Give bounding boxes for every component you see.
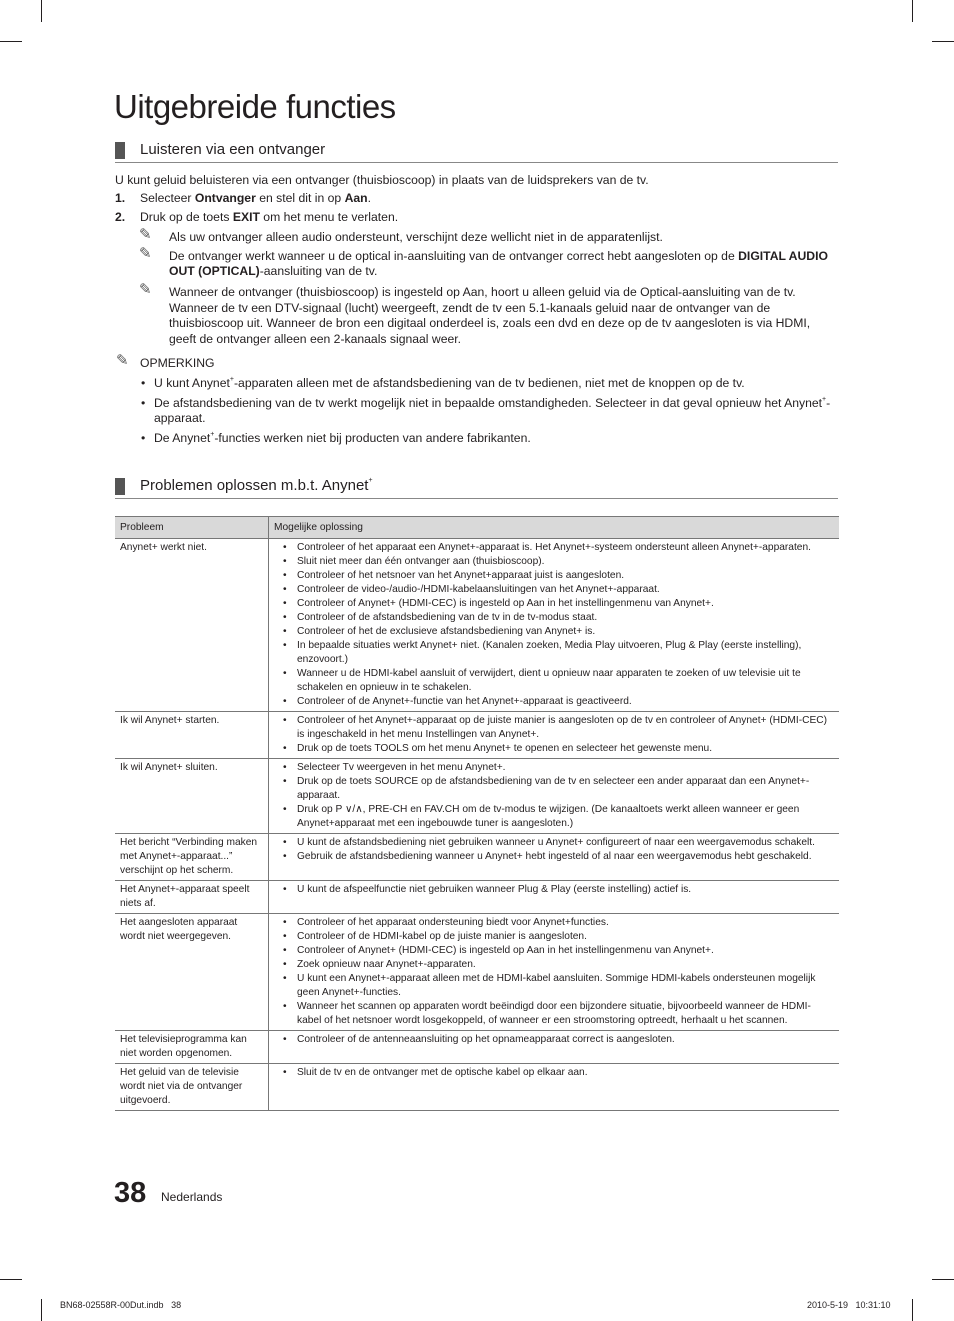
step-2	[115, 210, 839, 225]
step-text: Druk op de toets	[140, 209, 233, 224]
step-1	[115, 191, 839, 206]
bullet-icon: •	[283, 584, 287, 595]
bullet-text: U kunt Anynet	[154, 376, 230, 391]
note-text: -aansluiting van de tv.	[259, 264, 378, 279]
footer-timestamp: 2010-5-19 10:31:10	[807, 1300, 891, 1310]
solution-text: Controleer of Anynet+ (HDMI-CEC) is ingesteld op Aan in het instellingenmenu van Anynet+.	[297, 945, 714, 956]
list-item	[274, 667, 834, 695]
bullet-icon: •	[283, 556, 287, 567]
remark-bullet	[115, 396, 839, 427]
solution-text: Controleer of het de exclusieve afstandsbediening van Anynet+ is.	[297, 626, 596, 637]
troubleshooting-table	[115, 516, 839, 1111]
step-text: .	[367, 191, 372, 206]
port-name: DIGITAL AUDIO OUT (OPTICAL)	[169, 248, 828, 279]
bullet-icon: •	[283, 776, 287, 787]
solution-list	[274, 714, 834, 756]
footer-file: BN68-02558R-00Dut.indb 38	[60, 1300, 182, 1310]
bullet-text: De Anynet	[154, 430, 211, 445]
solution-cell	[269, 539, 840, 712]
problem-cell: Het televisieprogramma kan niet worden opgenomen.	[115, 1031, 269, 1064]
bullet-icon: •	[141, 430, 146, 445]
list-item	[274, 972, 834, 1000]
list-item	[274, 625, 834, 639]
list-item	[274, 850, 834, 864]
note-text: Als uw ontvanger alleen audio ondersteunt, verschijnt deze wellicht niet in de apparatenlijst.	[169, 230, 663, 245]
list-item	[274, 883, 834, 897]
solution-list	[274, 883, 834, 897]
problem-cell: Ik wil Anynet+ sluiten.	[115, 759, 269, 834]
problem-cell: Het geluid van de televisie wordt niet via de ontvanger uitgevoerd.	[115, 1064, 269, 1111]
superscript: +	[229, 376, 234, 384]
problem-cell: Het Anynet+-apparaat speelt niets af.	[115, 881, 269, 914]
list-item	[274, 916, 834, 930]
crop-mark	[41, 0, 42, 22]
section-receiver-body	[115, 173, 839, 446]
solution-text: Controleer of de afstandsbediening van de tv in de tv-modus staat.	[297, 612, 598, 623]
solution-text: Controleer de video-/audio-/HDMI-kabelaansluitingen van het Anynet+-apparaat.	[297, 584, 660, 595]
step-number: 2.	[115, 209, 126, 224]
problem-cell: Anynet+ werkt niet.	[115, 539, 269, 712]
bullet-icon: •	[283, 804, 287, 815]
bullet-icon: •	[283, 762, 287, 773]
problem-cell: Het bericht “Verbinding maken met Anynet+-apparaat...” verschijnt op het scherm.	[115, 834, 269, 881]
crop-mark	[0, 1279, 22, 1280]
note-text: Wanneer de ontvanger (thuisbioscoop) is ingesteld op Aan, hoort u alleen geluid via de Optical-aansluiting van de tv. Wanneer de tv een DTV-signaal (lucht) weergeeft, zendt de tv een 5.1-kanaals geluid naar de ontvanger van de thuisbioscoop uit. Wanneer de bron een digitaal onderdeel is, zoals een dvd en deze op de tv aangesloten is via HDMI, geeft de ontvanger alleen een 2-kanaals signaal weer.	[169, 285, 811, 346]
solution-text: Druk op de toets SOURCE op de afstandsbediening van de tv en selecteer een ander apparaat dan een Anynet+-apparaat.	[297, 776, 810, 801]
bullet-text: -apparaat.	[154, 395, 831, 426]
list-item	[274, 1000, 834, 1028]
column-header-problem: Probleem	[115, 517, 269, 539]
solution-cell	[269, 1031, 840, 1064]
crop-mark	[912, 1299, 913, 1321]
table-row	[115, 834, 839, 881]
menu-item-name: Ontvanger	[194, 191, 256, 206]
list-item	[274, 775, 834, 803]
list-item	[274, 958, 834, 972]
section-heading-troubleshooting	[115, 476, 838, 499]
list-item	[274, 714, 834, 742]
solution-cell	[269, 1064, 840, 1111]
superscript: +	[822, 395, 827, 403]
setting-value: Aan	[344, 191, 368, 206]
solution-cell	[269, 881, 840, 914]
solution-text: Wanneer het scannen op apparaten wordt beëindigd door een bijzondere situatie, bijvoorbeeld wanneer de HDMI-kabel of het netsnoer wordt losgekoppeld, of wanneer er een stroomstoring optreedt, herhaalt u het scannen.	[297, 1001, 811, 1026]
superscript: +	[368, 477, 373, 484]
table-row	[115, 881, 839, 914]
heading-label: Problemen oplossen m.b.t. Anynet	[140, 477, 369, 494]
crop-mark	[41, 1299, 42, 1321]
page-title: Uitgebreide functies	[114, 88, 396, 125]
list-item	[274, 930, 834, 944]
crop-mark	[912, 0, 913, 22]
solution-text: Sluit niet meer dan één ontvanger aan (thuisbioscoop).	[297, 556, 545, 567]
table-row	[115, 712, 839, 759]
crop-mark	[932, 41, 954, 42]
solution-cell	[269, 834, 840, 881]
solution-text: Controleer of de HDMI-kabel op de juiste manier is aangesloten.	[297, 931, 587, 942]
step-text: en stel dit in op	[255, 191, 345, 206]
bullet-icon: •	[283, 743, 287, 754]
bullet-icon: •	[283, 542, 287, 553]
solution-text: Controleer of het Anynet+-apparaat op de juiste manier is aangesloten op de tv en controleer of Anynet+ (HDMI-CEC) is ingeschakeld in het menu Instellingen van Anynet+.	[297, 715, 828, 740]
solution-text: In bepaalde situaties werkt Anynet+ niet. (Kanalen zoeken, Media Play uitvoeren, Plug & Play (eerste instelling), enzovoort.)	[297, 640, 802, 665]
bullet-icon: •	[283, 917, 287, 928]
bullet-text: -apparaten alleen met de afstandsbediening van de tv bedienen, niet met de knoppen op de tv.	[233, 376, 745, 391]
table-row	[115, 1064, 839, 1111]
solution-cell	[269, 914, 840, 1031]
table-header-row	[115, 517, 839, 539]
list-item	[274, 742, 834, 756]
pencil-icon: ✎	[139, 226, 152, 244]
solution-cell	[269, 712, 840, 759]
bullet-text: -functies werken niet bij producten van andere fabrikanten.	[214, 430, 531, 445]
table-row	[115, 759, 839, 834]
list-item	[274, 541, 834, 555]
solution-text: Druk op P ∨/∧, PRE-CH en FAV.CH om de tv-modus te wijzigen. (De kanaaltoets werkt alleen wanneer er geen Anynet+apparaat met een ingebouwde tuner is aangesloten.)	[297, 804, 800, 829]
solution-text: Controleer of het netsnoer van het Anynet+apparaat juist is aangesloten.	[297, 570, 625, 581]
list-item	[274, 836, 834, 850]
list-item	[274, 944, 834, 958]
solution-list	[274, 1033, 834, 1047]
solution-text: Gebruik de afstandsbediening wanneer u Anynet+ hebt ingesteld of al naar een weergavemodus hebt geschakeld.	[297, 851, 812, 862]
remark-bullet	[115, 431, 839, 446]
section-heading-text	[140, 477, 373, 494]
page-language: Nederlands	[161, 1190, 223, 1204]
solution-list	[274, 1066, 834, 1080]
bullet-icon: •	[283, 884, 287, 895]
solution-text: Controleer of de antenneaansluiting op het opnameapparaat correct is aangesloten.	[297, 1034, 675, 1045]
list-item	[274, 583, 834, 597]
solution-text: Selecteer Tv weergeven in het menu Anynet+.	[297, 762, 506, 773]
table-row	[115, 539, 839, 712]
remark-bullet	[115, 376, 839, 391]
list-item	[274, 569, 834, 583]
list-item	[274, 695, 834, 709]
list-item	[274, 611, 834, 625]
solution-text: Controleer of Anynet+ (HDMI-CEC) is ingesteld op Aan in het instellingenmenu van Anynet+.	[297, 598, 714, 609]
list-item	[274, 1033, 834, 1047]
page-number: 38	[114, 1177, 147, 1209]
solution-text: U kunt de afstandsbediening niet gebruiken wanneer u Anynet+ configureert of naar een weergavemodus schakelt.	[297, 837, 815, 848]
solution-text: Controleer of de Anynet+-functie van het Anynet+-apparaat is geactiveerd.	[297, 696, 632, 707]
bullet-icon: •	[283, 668, 287, 679]
problem-cell: Ik wil Anynet+ starten.	[115, 712, 269, 759]
note-2	[115, 244, 839, 280]
list-item	[274, 803, 834, 831]
list-item	[274, 639, 834, 667]
bullet-icon: •	[283, 1001, 287, 1012]
solution-list	[274, 761, 834, 831]
list-item	[274, 1066, 834, 1080]
solution-list	[274, 541, 834, 709]
solution-text: U kunt een Anynet+-apparaat alleen met de HDMI-kabel aansluiten. Sommige HDMI-kabels ondersteunen mogelijk geen Anynet+-functies.	[297, 973, 816, 998]
pencil-icon: ✎	[139, 281, 152, 299]
remark-heading	[115, 352, 839, 371]
section-heading-receiver	[115, 140, 838, 163]
solution-text: Zoek opnieuw naar Anynet+-apparaten.	[297, 959, 476, 970]
bullet-icon: •	[283, 1034, 287, 1045]
bullet-icon: •	[141, 395, 146, 410]
solution-text: Wanneer u de HDMI-kabel aansluit of verwijdert, dient u opnieuw naar apparaten te zoeken of uw televisie uit te schakelen en opnieuw in te schakelen.	[297, 668, 801, 693]
bullet-icon: •	[283, 837, 287, 848]
bullet-icon: •	[283, 851, 287, 862]
step-text: om het menu te verlaten.	[259, 209, 399, 224]
list-item	[274, 555, 834, 569]
remark-label: OPMERKING	[140, 356, 215, 371]
problem-cell: Het aangesloten apparaat wordt niet weergegeven.	[115, 914, 269, 1031]
crop-mark	[932, 1279, 954, 1280]
table-row	[115, 914, 839, 1031]
solution-text: U kunt de afspeelfunctie niet gebruiken wanneer Plug & Play (eerste instelling) actief is.	[297, 884, 692, 895]
bullet-icon: •	[283, 715, 287, 726]
note-1	[115, 226, 839, 245]
bullet-icon: •	[283, 598, 287, 609]
pencil-icon: ✎	[116, 352, 129, 370]
solution-list	[274, 916, 834, 1028]
bullet-icon: •	[283, 570, 287, 581]
solution-text: Druk op de toets TOOLS om het menu Anynet+ te openen en selecteer het gewenste menu.	[297, 743, 713, 754]
column-header-solution: Mogelijke oplossing	[269, 517, 840, 539]
solution-text: Controleer of het apparaat een Anynet+-apparaat is. Het Anynet+-systeem ondersteunt alleen Anynet+-apparaten.	[297, 542, 811, 553]
solution-cell	[269, 759, 840, 834]
bullet-icon: •	[283, 973, 287, 984]
crop-mark	[0, 41, 22, 42]
list-item	[274, 761, 834, 775]
bullet-icon: •	[283, 959, 287, 970]
bullet-icon: •	[283, 931, 287, 942]
superscript: +	[210, 430, 215, 438]
bullet-icon: •	[141, 376, 146, 391]
table-row	[115, 1031, 839, 1064]
step-number: 1.	[115, 191, 126, 206]
pencil-icon: ✎	[139, 244, 152, 262]
solution-list	[274, 836, 834, 864]
bullet-text: De afstandsbediening van de tv werkt mogelijk niet in bepaalde omstandigheden. Selecteer in dat geval opnieuw het Anynet	[154, 395, 823, 410]
table-body	[115, 539, 839, 1111]
section-heading-text: Luisteren via een ontvanger	[140, 141, 326, 158]
bullet-icon: •	[283, 612, 287, 623]
note-3	[115, 281, 839, 347]
solution-text: Sluit de tv en de ontvanger met de optische kabel op elkaar aan.	[297, 1067, 588, 1078]
bullet-icon: •	[283, 696, 287, 707]
bullet-icon: •	[283, 626, 287, 637]
list-item	[274, 597, 834, 611]
bullet-icon: •	[283, 640, 287, 651]
bullet-icon: •	[283, 945, 287, 956]
solution-text: Controleer of het apparaat ondersteuning biedt voor Anynet+functies.	[297, 917, 609, 928]
intro-text: U kunt geluid beluisteren via een ontvanger (thuisbioscoop) in plaats van de luidsprekers van de tv.	[115, 173, 649, 187]
heading-bar	[115, 478, 125, 495]
note-text: De ontvanger werkt wanneer u de optical in-aansluiting van de ontvanger correct hebt aangesloten op de	[169, 248, 739, 263]
heading-bar	[115, 142, 125, 159]
step-text: Selecteer	[140, 191, 195, 206]
bullet-icon: •	[283, 1067, 287, 1078]
key-name: EXIT	[232, 209, 260, 224]
